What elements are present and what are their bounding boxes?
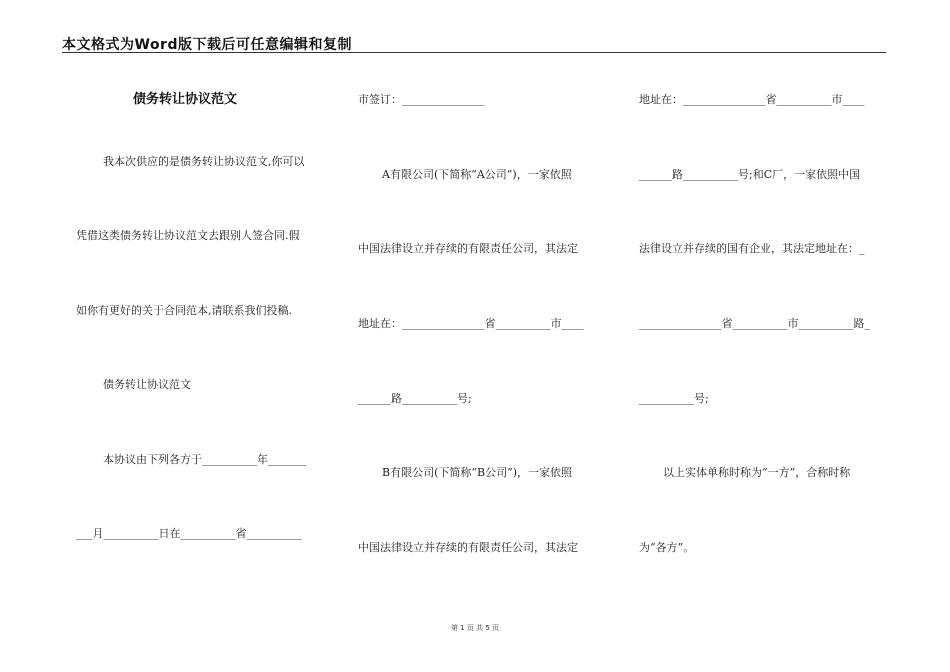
body-line: 我本次供应的是债务转让协议范文,你可以 (103, 155, 305, 168)
section-heading: 债务转让协议范文 (103, 378, 191, 391)
text-column-1 (76, 0, 326, 672)
body-line: 中国法律设立并存续的有限责任公司，其法定 (358, 242, 578, 255)
body-line: 本协议由下列各方于__________年_______ (103, 453, 307, 466)
body-line: 地址在：_______________省__________市____ (639, 93, 865, 106)
page-banner: 本文格式为Word版下载后可任意编辑和复制 (62, 37, 352, 53)
body-line: ______路__________号;和C厂，一家依照中国 (639, 168, 861, 181)
page-number: 第 1 页 共 5 页 (450, 624, 500, 632)
body-line: 凭借这类债务转让协议范文去跟别人签合同.假 (76, 229, 300, 242)
body-line: 法律设立并存续的国有企业，其法定地址在：_ (639, 242, 865, 255)
body-line: 以上实体单称时称为“一方”，合称时称 (663, 466, 851, 479)
body-line: 市签订：_______________ (358, 93, 485, 106)
body-line: __________号; (639, 392, 709, 405)
body-line: B有限公司(下简称“B公司”)，一家依照 (382, 466, 572, 479)
body-line: ______路__________号; (358, 392, 472, 405)
body-line: 中国法律设立并存续的有限责任公司，其法定 (358, 541, 578, 554)
text-column-3 (639, 0, 889, 672)
document-title: 债务转让协议范文 (133, 92, 238, 107)
text-column-2 (358, 0, 608, 672)
body-line: _______________省__________市__________路_ (639, 317, 870, 330)
body-line: 地址在：_______________省__________市____ (358, 317, 584, 330)
body-line: A有限公司(下简称“A公司”)，一家依照 (382, 168, 572, 181)
body-line: 为“各方”。 (639, 541, 695, 554)
body-line: 如你有更好的关于合同范本,请联系我们投稿. (76, 304, 292, 317)
body-line: ___月__________日在__________省__________ (76, 527, 302, 540)
